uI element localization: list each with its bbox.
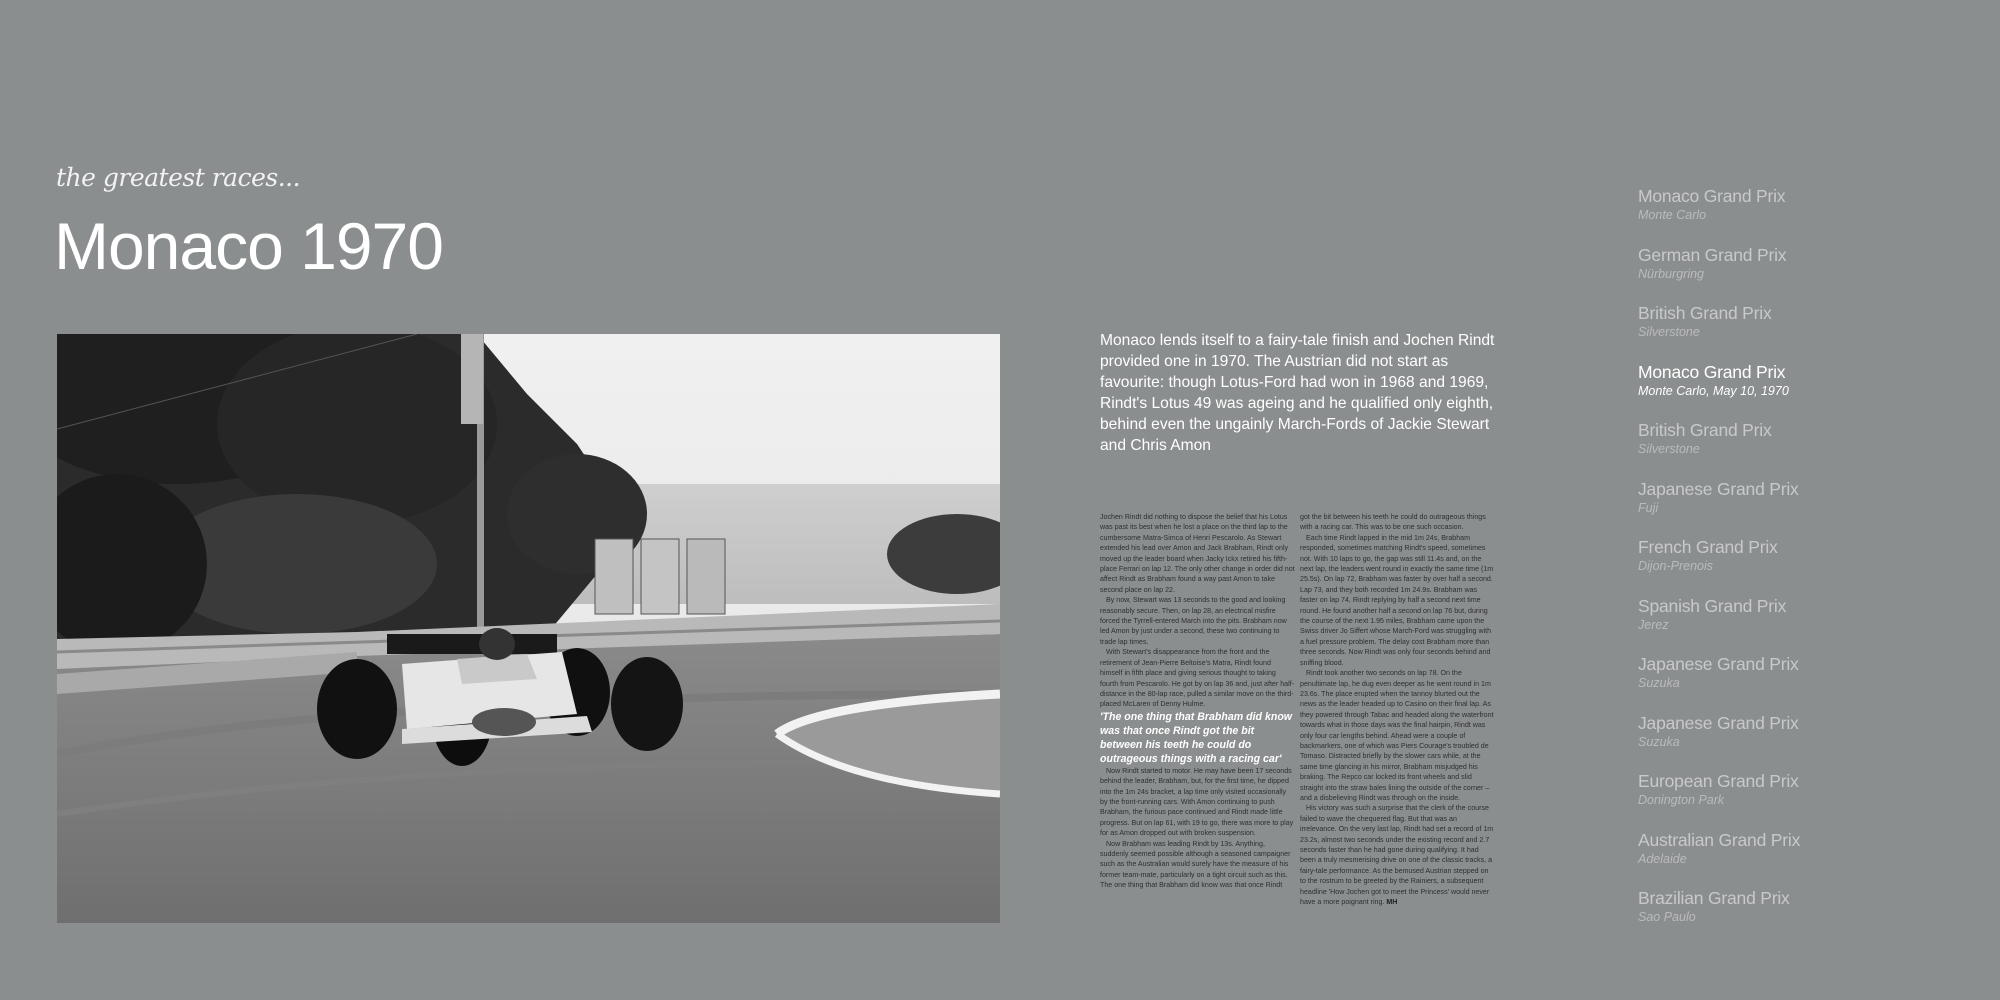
race-item[interactable] — [1638, 185, 1978, 244]
article-text: His victory was such a surprise that the clerk of the course failed to wave the chequered flag. But that was an irrelevance. On the very last lap, Rindt had set a record of 1m 23.2s, almost two seconds under the existing record and 2.7 seconds faster than he had gone during qualifying. It had been a truly mesmerising drive on one of the classic tracks, a fairy-tale performance. As the bemused Austrian stepped on to the rostrum to be greeted by the Rainiers, a subsequent headline 'How Jochen got to meet the Princess' would never have a more poignant ring. — [1300, 804, 1494, 907]
race-item[interactable] — [1638, 595, 1978, 654]
race-name: British Grand Prix — [1638, 303, 1772, 323]
article-column-1 — [1100, 512, 1295, 891]
article-column-2 — [1300, 512, 1495, 907]
race-name: Spanish Grand Prix — [1638, 595, 1787, 616]
article-paragraph: got the bit between his teeth he could do outrageous things with a racing car. This was to be one such occasion. — [1300, 513, 1486, 532]
author-signature: MH — [1386, 898, 1398, 907]
race-item[interactable] — [1638, 419, 1978, 478]
article-paragraph: By now, Stewart was 13 seconds to the good and looking reasonably secure. Then, on lap 28, an electrical misfire forced the Tyrrell-entered March into the pits. Brabham now led Amon by just under a second, these two continuing to trade lap times. — [1100, 596, 1287, 646]
race-item[interactable] — [1638, 653, 1978, 712]
race-item[interactable] — [1638, 712, 1978, 771]
article-paragraph: Rindt took another two seconds on lap 78. On the penultimate lap, he dug even deeper as he went round in 1m 23.6s. The place erupted when the tannoy blurted out the news as the leader headed up to Casino on their final lap. As they powered through Tabac and headed along the waterfront towards what in those days was the final hairpin, Rindt was only four car lengths behind. Ahead were a couple of backmarkers, one of which was Piers Courage's troubled de Tomaso. Distracted briefly by the slower cars while, at the same time glancing in his mirror, Brabham misjudged his braking. The Repco car locked its front wheels and slid straight into the straw bales lining the outside of the corner – and a disbelieving Rindt was through on the inside. — [1300, 669, 1494, 802]
race-place: Sao Paulo — [1638, 910, 1696, 924]
article-paragraph: Now Rindt started to motor. He may have been 17 seconds behind the leader, Brabham, but, for the first time, he dipped into the 1m 24s bracket, a lap time only visited occasionally by the front-running cars. With Amon continuing to push Brabham, the furious pace continued and Rindt made little progress. But on lap 61, with 19 to go, there was more to play for as Amon dropped out with broken suspension. — [1100, 766, 1294, 838]
intro-paragraph: Monaco lends itself to a fairy-tale finish and Jochen Rindt provided one in 1970. The Austrian did not start as favourite: though Lotus-Ford had won in 1968 and 1969, Rindt's Lotus 49 was ageing and he qualified only eighth, behind even the ungainly March-Fords of Jackie Stewart and Chris Amon — [1100, 332, 1495, 454]
race-item[interactable] — [1638, 829, 1978, 888]
race-item[interactable] — [1638, 770, 1978, 829]
race-item-active[interactable] — [1638, 361, 1978, 420]
race-place: Jerez — [1638, 617, 1669, 632]
races-list — [1638, 185, 1978, 946]
race-item[interactable] — [1638, 302, 1978, 361]
race-place: Dijon-Prenois — [1638, 559, 1714, 573]
race-name: British Grand Prix — [1638, 420, 1772, 440]
race-name: Brazilian Grand Prix — [1638, 888, 1790, 908]
race-place: Monte Carlo — [1638, 208, 1707, 222]
race-name: Japanese Grand Prix — [1638, 712, 1799, 733]
page-title: Monaco 1970 — [54, 209, 443, 283]
race-name: French Grand Prix — [1638, 537, 1778, 557]
race-place: Monte Carlo, May 10, 1970 — [1638, 383, 1789, 398]
article-paragraph: With Stewart's disappearance from the front and the retirement of Jean-Pierre Beltoise's Matra, Rindt found himself in fifth place and giving serious thought to taking fourth from Pescarolo. He got by on lap 36 and, just after half-distance in the 80-lap race, pulled a similar move on the third-placed McLaren of Denny Hulme. — [1100, 648, 1295, 709]
article-paragraph: Jochen Rindt did nothing to dispose the belief that his Lotus was past its best when he lost a place on the third lap to the cumbersome Matra-Simca of Henri Pescarolo. As Stewart extended his lead over Amon and Jack Brabham, Rindt only moved up the leader board when Jacky Ickx retired his fifth-place Ferrari on lap 12. The only other change in order did not affect Rindt as Brabham found a way past Amon to take second place on lap 22. — [1100, 513, 1295, 594]
race-place: Silverstone — [1638, 325, 1700, 339]
race-item[interactable] — [1638, 536, 1978, 595]
race-item[interactable] — [1638, 887, 1978, 946]
race-item[interactable] — [1638, 244, 1978, 303]
kicker-text: the greatest races... — [56, 163, 301, 192]
race-place: Fuji — [1638, 500, 1659, 515]
race-car-photo-illustration — [57, 334, 1000, 923]
race-place: Donington Park — [1638, 793, 1725, 807]
race-name: Japanese Grand Prix — [1638, 478, 1799, 499]
race-name: Australian Grand Prix — [1638, 829, 1801, 850]
race-name: Monaco Grand Prix — [1638, 186, 1786, 206]
race-item[interactable] — [1638, 478, 1978, 537]
race-place: Silverstone — [1638, 442, 1700, 456]
article-paragraph: Each time Rindt lapped in the mid 1m 24s, Brabham responded, sometimes matching Rindt's speed, sometimes not. With 10 laps to go, the gap was still 11.4s and, on the next lap, the leaders went round in exactly the same time (1m 25.5s). On lap 72, Brabham was faster by over half a second. Lap 73, and they both recorded 1m 24.9s. Brabham was faster on lap 74, Rindt replying by half a second next time round. He found another half a second on lap 76 but, during the course of the next 1.95 miles, Brabham came upon the Swiss driver Jo Siffert whose March-Ford was struggling with a fuel pressure problem. The delay cost Brabham more than three seconds. Now Rindt was only four seconds behind and sniffing blood. — [1300, 533, 1494, 667]
race-photo — [57, 334, 1000, 923]
race-name: European Grand Prix — [1638, 771, 1799, 791]
race-place: Nürburgring — [1638, 266, 1705, 281]
race-name: Japanese Grand Prix — [1638, 654, 1799, 674]
race-name: Monaco Grand Prix — [1638, 361, 1786, 382]
race-name: German Grand Prix — [1638, 244, 1787, 265]
article-paragraph: Now Brabham was leading Rindt by 13s. Anything, suddenly seemed possible although a seasoned campaigner such as the Australian would surely have the measure of his former team-mate, particularly on a tight circuit such as this. The one thing that Brabham did know was that once Rindt — [1100, 839, 1291, 890]
race-place: Suzuka — [1638, 734, 1680, 749]
pull-quote: 'The one thing that Brabham did know was that once Rindt got the bit between his teeth he could do outrageous things with a racing car' — [1100, 710, 1293, 765]
race-place: Adelaide — [1638, 851, 1687, 866]
article-paragraph — [1300, 803, 1495, 907]
race-place: Suzuka — [1638, 676, 1680, 690]
